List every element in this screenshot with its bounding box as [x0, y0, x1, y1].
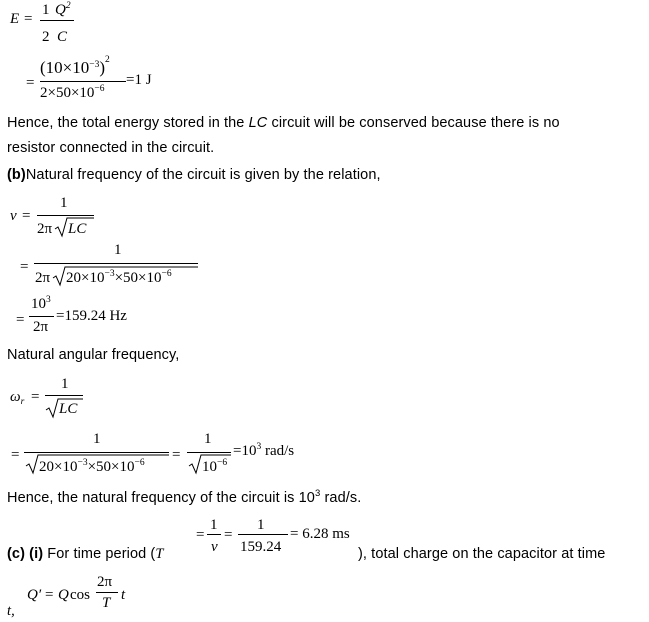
freq-value-numerator: $10^3$	[31, 295, 51, 312]
energy-den-2: 2	[42, 29, 50, 45]
freq-value-denominator: 2π	[33, 319, 49, 335]
energy-lhs: E	[10, 11, 20, 27]
part-c-heading: (c) (i) For time period (T	[7, 546, 164, 562]
omega-lhs: $\omega_r$	[10, 389, 25, 407]
angular-frequency-label: Natural angular frequency,	[7, 347, 180, 363]
freq-value-equals: =	[16, 312, 25, 328]
freq-sub-fraction-bar	[34, 263, 198, 264]
part-c-continuation: ), total charge on the capacitor at time	[358, 546, 606, 562]
energy-den-c: C	[57, 29, 68, 45]
freq-sub-equals: =	[20, 259, 29, 275]
natural-frequency-statement: Hence, the natural frequency of the circuit is $10^3$ rad/s.	[7, 488, 362, 506]
time-variable-t: t,	[7, 603, 15, 619]
period-result: = 6.28 ms	[290, 526, 350, 542]
freq-sub-radicand: $20\times 10^{-3}\times 50\times 10^{-6}$	[66, 269, 172, 286]
freq-value-fraction-bar	[29, 316, 54, 317]
freq-sub-den-2pi: 2π	[35, 270, 51, 286]
energy-value-equals: =	[26, 75, 35, 91]
freq-value-result: =159.24 Hz	[56, 308, 127, 324]
period-denominator-1: ν	[211, 539, 218, 555]
freq-den-lc: LC	[68, 221, 87, 237]
period-fraction-bar-2	[238, 534, 288, 535]
freq-equals: =	[22, 208, 31, 224]
period-fraction-bar-1	[207, 534, 221, 535]
omega-equals: =	[31, 389, 40, 405]
omega-value-result: $=10^3$ rad/s	[233, 442, 295, 459]
freq-numerator: 1	[60, 195, 68, 211]
period-numerator-2: 1	[257, 517, 265, 533]
period-numerator-1: 1	[210, 517, 218, 533]
omega-value-equals-1: =	[11, 447, 20, 463]
energy-num-1: 1	[42, 2, 50, 18]
energy-conserved-line-1: Hence, the total energy stored in the LC circuit will be conserved because there is no	[7, 115, 560, 131]
omega-value-numerator-2: 1	[204, 431, 212, 447]
charge-numerator: 2π	[97, 574, 113, 590]
energy-value-fraction-bar	[40, 81, 126, 82]
omega-value-radicand-1: $20\times 10^{-3}\times 50\times 10^{-6}$	[39, 458, 145, 475]
energy-num-q: $Q^2$	[55, 1, 71, 18]
freq-sub-numerator: 1	[114, 242, 122, 258]
period-equals-2: =	[224, 527, 233, 543]
omega-value-numerator-1: 1	[93, 431, 101, 447]
energy-conserved-line-2: resistor connected in the circuit.	[7, 140, 215, 156]
charge-cos: cos	[70, 587, 90, 603]
energy-equals: =	[24, 11, 33, 27]
energy-value-result: =1 J	[126, 72, 152, 88]
charge-t: t	[121, 587, 126, 603]
charge-denominator: T	[102, 595, 111, 611]
period-equals-1: =	[196, 527, 205, 543]
period-denominator-2: 159.24	[240, 539, 282, 555]
energy-value-numerator: $(10\times 10^{-3})^2$	[40, 55, 110, 77]
charge-equals: =	[45, 587, 54, 603]
freq-lhs: ν	[10, 208, 17, 224]
charge-q: Q	[58, 587, 69, 603]
energy-value-denominator: $2\times 50\times 10^{-6}$	[40, 84, 105, 101]
freq-den-2pi: 2π	[37, 221, 53, 237]
omega-numerator: 1	[61, 376, 69, 392]
energy-fraction-bar	[40, 20, 74, 21]
part-b-heading: (b)Natural frequency of the circuit is given by the relation,	[7, 167, 381, 183]
omega-fraction-bar	[45, 395, 83, 396]
omega-value-radicand-2: $10^{-6}$	[202, 458, 228, 475]
omega-den-lc: LC	[59, 401, 78, 417]
charge-lhs: Q′	[27, 587, 42, 603]
charge-fraction-bar	[96, 592, 118, 593]
omega-value-equals-2: =	[172, 447, 181, 463]
